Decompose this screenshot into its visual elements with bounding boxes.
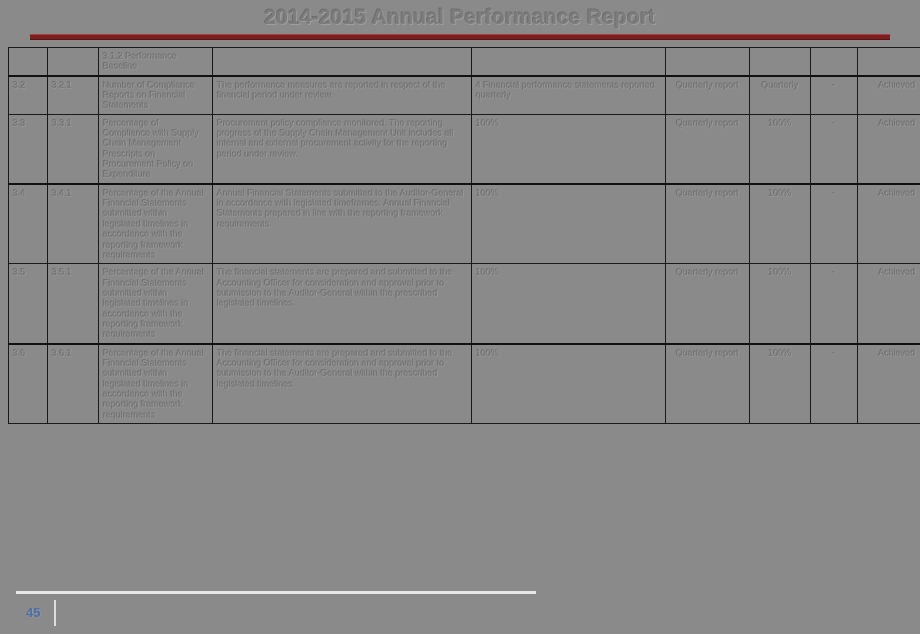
cell-detail: Annual Financial Statements submitted to the Auditor-General in accordance with legislated timeframes. Annual Financial Statements prepared in line with the reporting framework requirements. — [213, 184, 472, 264]
cell-status: Achieved — [858, 264, 920, 344]
cell-baseline: Quarterly report — [666, 76, 750, 115]
cell-actual: 100% — [750, 184, 811, 264]
cell-num: 3.3 — [9, 114, 48, 184]
cell-code: 3.5.1 — [48, 264, 99, 344]
cell-baseline: Quarterly report — [666, 264, 750, 344]
cell-detail — [213, 48, 472, 76]
cell-variance: - — [811, 344, 858, 424]
cell-variance: - — [811, 114, 858, 184]
footer-tick-mark — [54, 600, 56, 626]
cell-status: Achieved — [858, 114, 920, 184]
cell-target: 100% — [472, 264, 666, 344]
cell-target: 4 Financial performance statements reported quarterly — [472, 76, 666, 115]
cell-desc: 3.1.2 Performance Baseline — [99, 48, 213, 76]
cell-detail: The financial statements are prepared and submitted to the Accounting Officer for consideration and approval prior to submission to the Auditor-General within the prescribed legislated timelines. — [213, 264, 472, 344]
page-number: 45 — [26, 605, 41, 620]
table-row — [9, 184, 920, 264]
cell-baseline: Quarterly report — [666, 114, 750, 184]
page-title: 2014-2015 Annual Performance Report — [264, 6, 656, 29]
cell-code: 3.6.1 — [48, 344, 99, 424]
cell-status: Achieved — [858, 344, 920, 424]
cell-baseline: Quarterly report — [666, 344, 750, 424]
cell-code: 3.2.1 — [48, 76, 99, 115]
performance-table — [8, 47, 920, 424]
table-row — [9, 48, 920, 76]
cell-baseline: Quarterly report — [666, 184, 750, 264]
cell-actual: 100% — [750, 114, 811, 184]
cell-desc: Percentage of the Annual Financial Statements submitted within legislated timelines in accordance with the reporting framework requirements — [99, 184, 213, 264]
cell-actual: 100% — [750, 264, 811, 344]
table-row — [9, 76, 920, 115]
cell-target — [472, 48, 666, 76]
table-body — [9, 48, 920, 424]
cell-desc: Percentage of the Annual Financial Statements submitted within legislated timelines in accordance with the reporting framework requirements — [99, 344, 213, 424]
cell-desc: Number of Compliance Reports on Financial Statements — [99, 76, 213, 115]
cell-desc: Percentage of the Annual Financial Statements submitted within legislated timelines in accordance with the reporting framework requirements — [99, 264, 213, 344]
cell-detail: The performance measures are reported in respect of the financial period under review. — [213, 76, 472, 115]
cell-target: 100% — [472, 184, 666, 264]
cell-num: 3.6 — [9, 344, 48, 424]
cell-desc: Percentage of Compliance with Supply Chain Management Prescripts on Procurement Policy on Expenditure — [99, 114, 213, 184]
cell-num — [9, 48, 48, 76]
cell-variance: - — [811, 76, 858, 115]
cell-baseline — [666, 48, 750, 76]
cell-variance: - — [811, 184, 858, 264]
table-row — [9, 264, 920, 344]
cell-status — [858, 48, 920, 76]
cell-status: Achieved — [858, 76, 920, 115]
title-divider — [30, 34, 890, 40]
cell-actual: Quarterly — [750, 76, 811, 115]
cell-detail: The financial statements are prepared and submitted to the Accounting Officer for consideration and approval prior to submission to the Auditor-General within the prescribed legislated timelines. — [213, 344, 472, 424]
cell-num: 3.4 — [9, 184, 48, 264]
cell-detail: Procurement policy compliance monitored. The reporting progress of the Supply Chain Management Unit includes all internal and external procurement activity for the reporting period under review. — [213, 114, 472, 184]
cell-num: 3.5 — [9, 264, 48, 344]
cell-variance — [811, 48, 858, 76]
footer-divider — [16, 591, 536, 594]
cell-target: 100% — [472, 344, 666, 424]
table-row — [9, 114, 920, 184]
cell-num: 3.2 — [9, 76, 48, 115]
cell-actual — [750, 48, 811, 76]
performance-table-container — [8, 47, 916, 424]
cell-code: 3.3.1 — [48, 114, 99, 184]
cell-variance: - — [811, 264, 858, 344]
cell-target: 100% — [472, 114, 666, 184]
cell-code: 3.4.1 — [48, 184, 99, 264]
cell-code — [48, 48, 99, 76]
cell-actual: 100% — [750, 344, 811, 424]
table-row — [9, 344, 920, 424]
cell-status: Achieved — [858, 184, 920, 264]
